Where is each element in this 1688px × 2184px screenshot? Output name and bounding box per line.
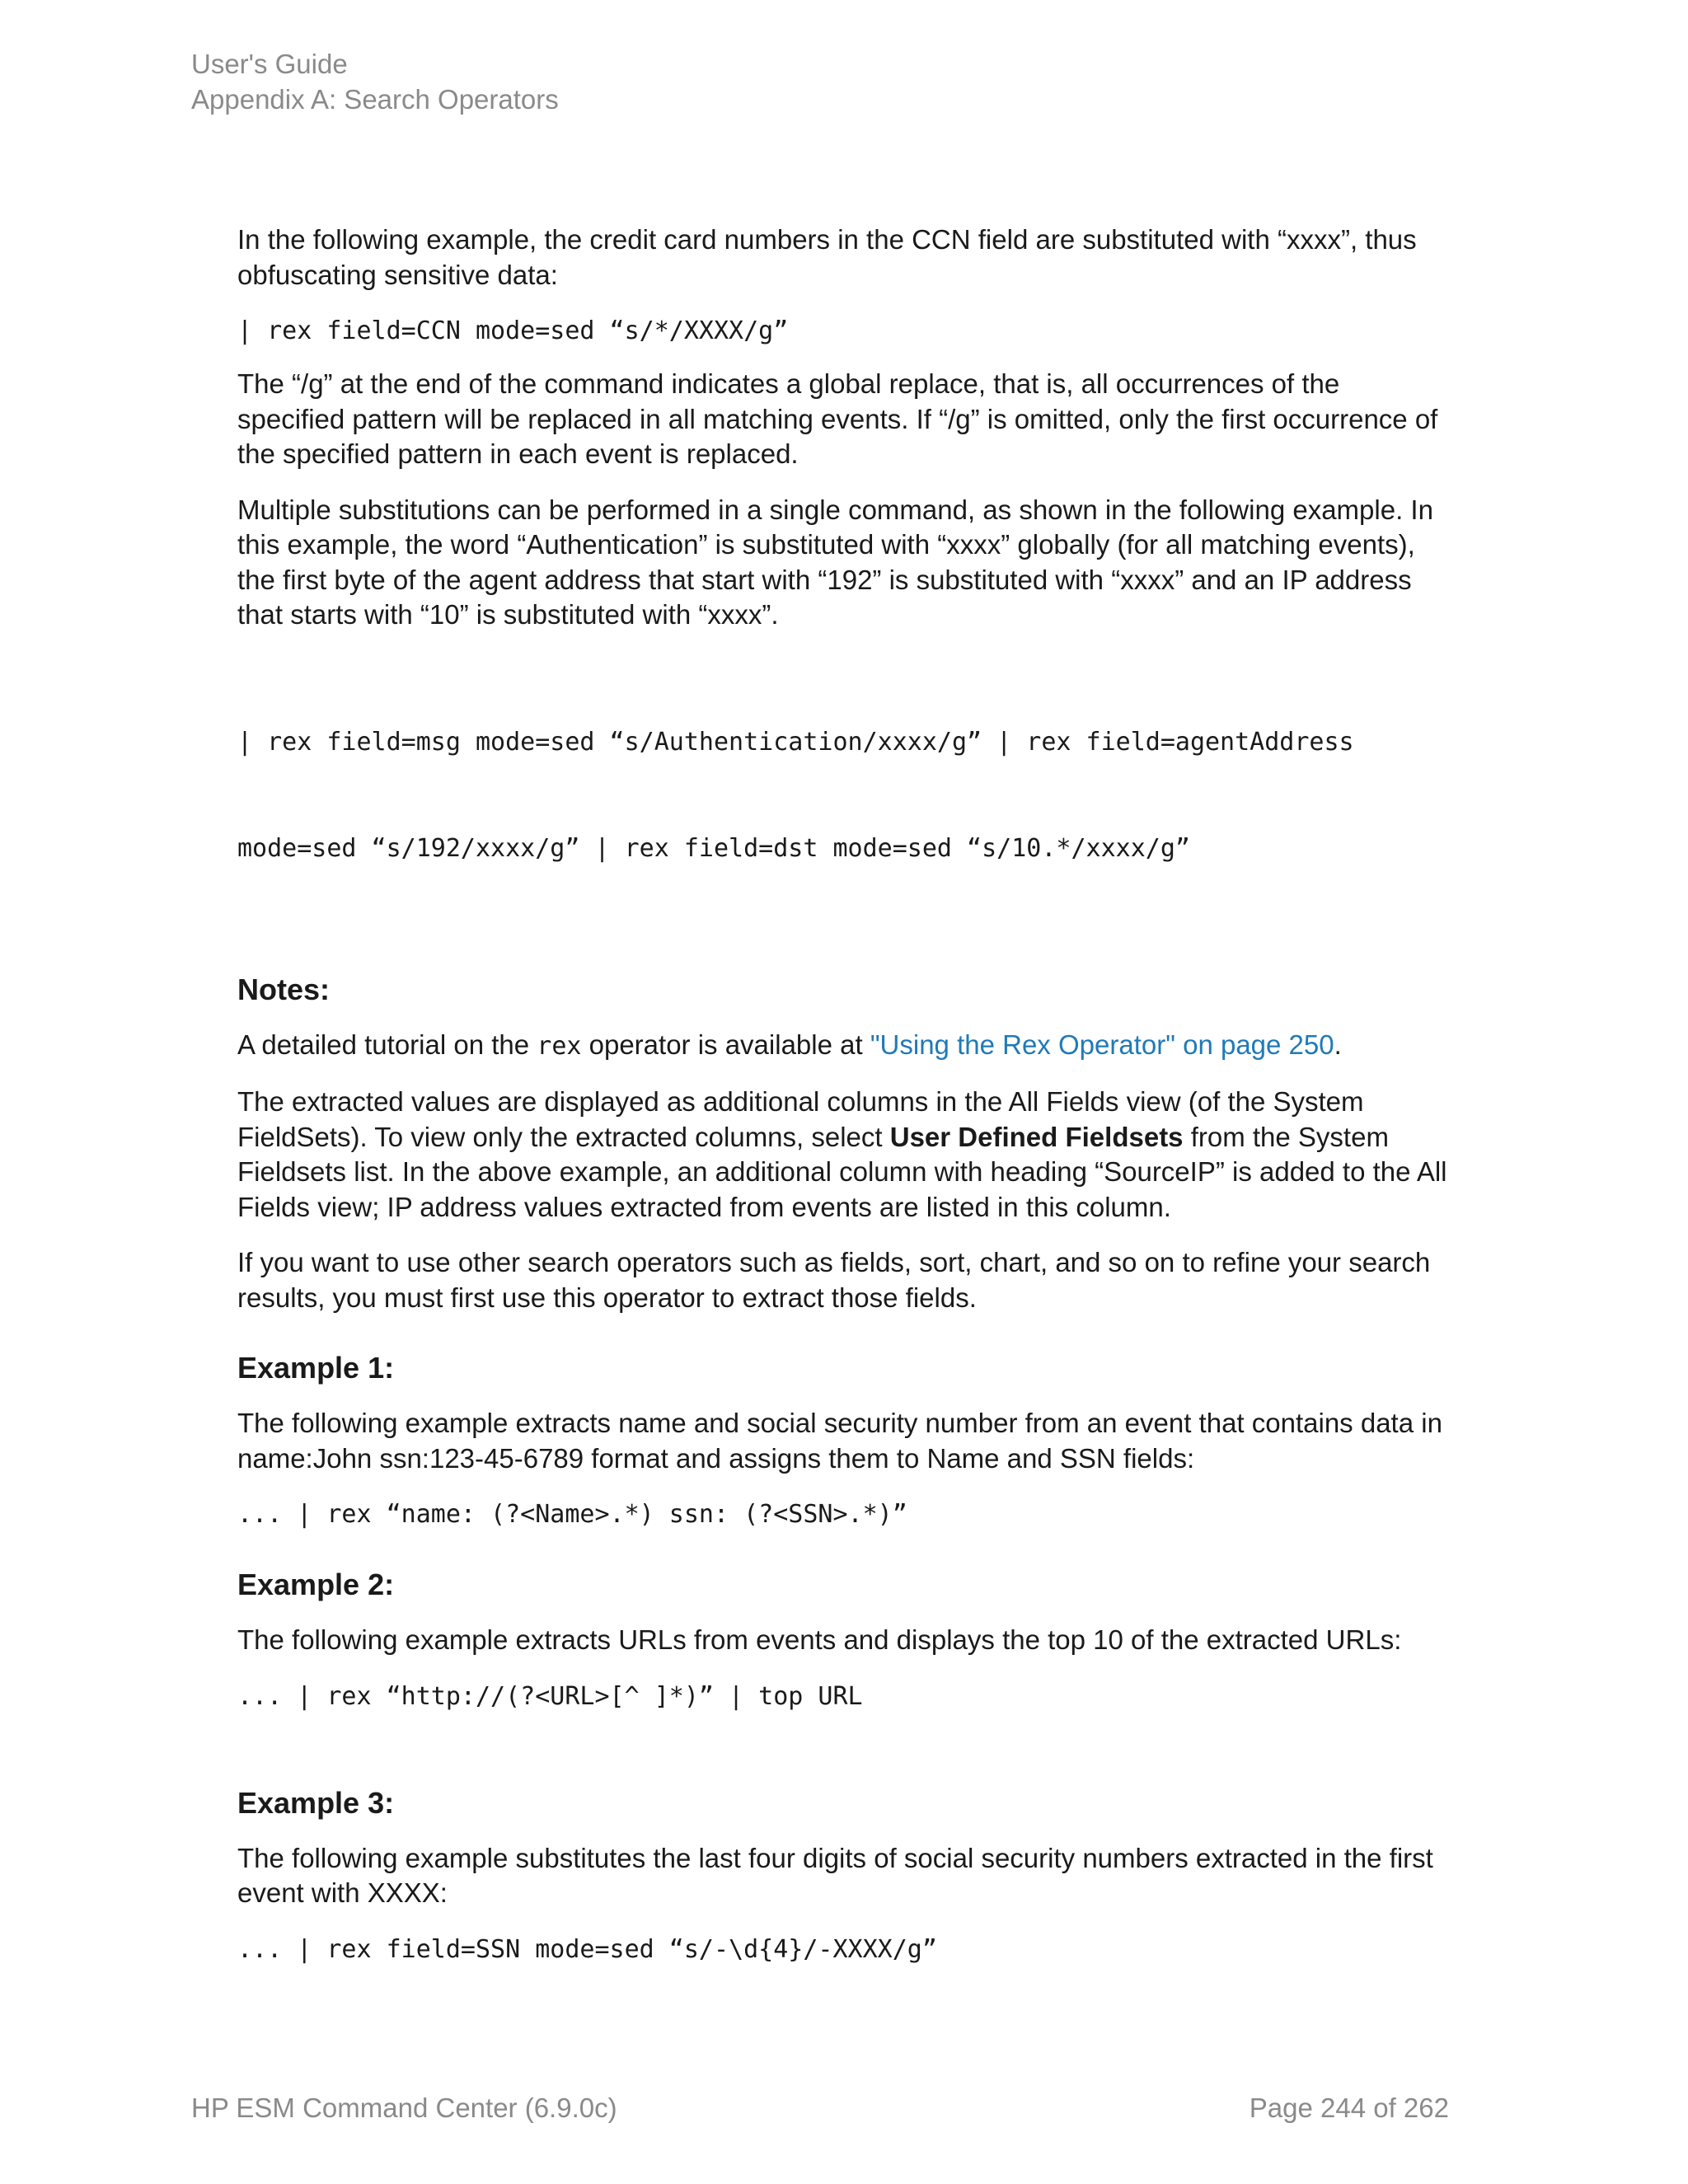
multiple-substitutions-paragraph: Multiple substitutions can be performed in a single command, as shown in the following example. In this example, the word “Authentication” is substituted with “xxxx” globally (for all matching events), the first byte of the agent address that start with “192” is substituted with “xxxx” and an IP address that starts with “10” is substituted with “xxxx”. bbox=[237, 494, 1433, 630]
notes-operators-paragraph: If you want to use other search operators such as fields, sort, chart, and so on to refine your search results, you must first use this operator to extract those fields. bbox=[237, 1247, 1431, 1313]
code-example-ccn: | rex field=CCN mode=sed “s/*/XXXX/g” bbox=[237, 316, 789, 345]
example-3-heading: Example 3: bbox=[237, 1785, 395, 1820]
global-replace-paragraph: The “/g” at the end of the command indicates a global replace, that is, all occurrences of the specified pattern will be replaced in all matching events. If “/g” is omitted, only the first occurrence of the specified pattern in each event is replaced. bbox=[237, 368, 1438, 469]
example-2-code: ... | rex “http://(?<URL>[^ ]*)” | top URL bbox=[237, 1681, 863, 1711]
intro-paragraph: In the following example, the credit card numbers in the CCN field are substituted with “xxxx”, thus obfuscating sensitive data: bbox=[237, 224, 1417, 290]
bold-term: User Defined Fieldsets bbox=[889, 1121, 1184, 1152]
example-1-heading: Example 1: bbox=[237, 1351, 395, 1385]
page-content bbox=[237, 223, 1449, 1985]
text-span: operator is available at bbox=[581, 1029, 870, 1060]
text-span: The extracted values are displayed as additional columns in the All Fields view (of the System FieldSets). To view only the extracted columns, select bbox=[237, 1086, 1364, 1152]
notes-tutorial-paragraph bbox=[237, 1028, 1449, 1065]
code-line: mode=sed “s/192/xxxx/g” | rex field=dst mode=sed “s/10.*/xxxx/g” bbox=[237, 833, 1190, 863]
code-line: | rex field=msg mode=sed “s/Authentication/xxxx/g” | rex field=agentAddress bbox=[237, 727, 1354, 757]
running-header bbox=[191, 46, 559, 117]
text-span: from the System Fieldsets list. In the above example, an additional column with heading “SourceIP” is added to the All Fields view; IP address values extracted from events are listed in this column. bbox=[237, 1121, 1447, 1222]
inline-code: rex bbox=[537, 1031, 582, 1061]
code-example-multi bbox=[237, 654, 1449, 937]
notes-heading: Notes: bbox=[237, 972, 331, 1006]
example-1-code: ... | rex “name: (?<Name>.*) ssn: (?<SSN>.*)” bbox=[237, 1500, 907, 1529]
section-title: Appendix A: Search Operators bbox=[191, 84, 559, 115]
example-3-paragraph: The following example substitutes the last four digits of social security numbers extracted in the first event with XXXX: bbox=[237, 1842, 1433, 1908]
example-1-paragraph: The following example extracts name and social security number from an event that contains data in name:John ssn:123-45-6789 format and assigns them to Name and SSN fields: bbox=[237, 1408, 1442, 1474]
example-2-heading: Example 2: bbox=[237, 1568, 395, 1601]
rex-operator-link[interactable]: "Using the Rex Operator" on page 250 bbox=[870, 1029, 1334, 1060]
footer-page-number: Page 244 of 262 bbox=[1249, 2093, 1449, 2123]
notes-columns-paragraph bbox=[237, 1085, 1449, 1225]
text-span: A detailed tutorial on the bbox=[237, 1029, 537, 1060]
example-2-paragraph: The following example extracts URLs from events and displays the top 10 of the extracted URLs: bbox=[237, 1624, 1402, 1655]
example-3-code: ... | rex field=SSN mode=sed “s/-\d{4}/-XXXX/g” bbox=[237, 1934, 937, 1964]
document-title: User's Guide bbox=[191, 49, 348, 79]
text-span: . bbox=[1334, 1029, 1342, 1060]
footer-product: HP ESM Command Center (6.9.0c) bbox=[191, 2093, 617, 2123]
